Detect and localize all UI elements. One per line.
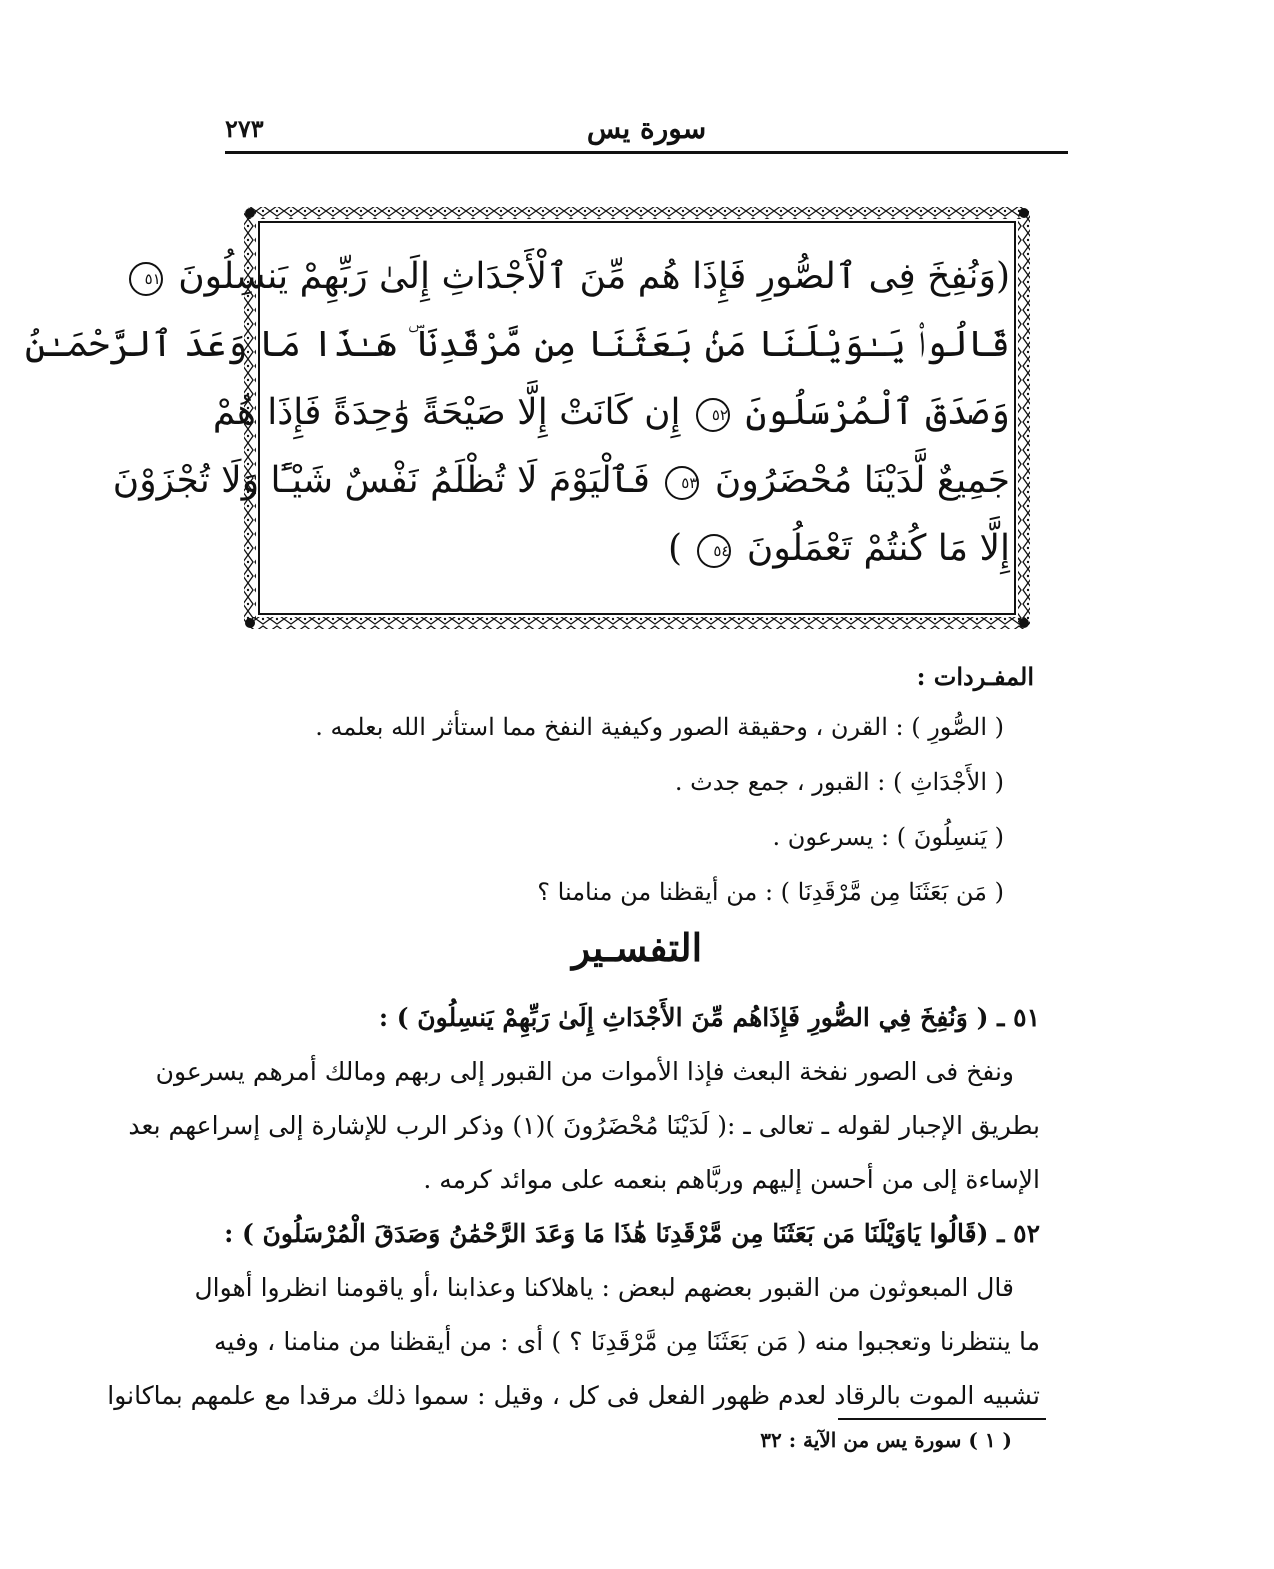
vocabulary-item: ( مَن بَعَثَنَا مِن مَّرْقَدِنَا ) : من أيقظنا من منامنا ؟ [537,878,1004,906]
vocabulary-heading: المفـردات : [916,662,1034,691]
verse-segment: إِن كَانَتْ إِلَّا صَيْحَةً وَٰحِدَةً فَإِذَا هُمْ [212,392,681,433]
tafsir-title: التفسـير [571,925,703,970]
page-number: ٢٧٣ [225,114,264,143]
verse-segment: إِلَّا مَا كُنتُمْ تَعْمَلُونَ [746,528,1010,569]
ayah-number-marker: ٥٤ [697,534,731,568]
ayah-number-marker: ٥١ [129,262,163,296]
verse-line [212,379,1010,447]
footnote-rule [838,1418,1046,1420]
vocabulary-item: ( الأَجْدَاثِ ) : القبور ، جمع جدث . [674,768,1004,796]
ayah-number-marker: ٥٣ [665,466,699,500]
verse-segment: (وَنُفِخَ فِى ٱلصُّورِ فَإِذَا هُم مِّنَ ٱلْأَجْدَاثِ إِلَىٰ رَبِّهِمْ يَنسِلُونَ [178,256,1010,297]
vocabulary-item: ( الصُّورِ ) : القرن ، وحقيقة الصور وكيفية النفخ مما استأثر الله بعلمه . [315,713,1004,741]
paragraph-line: ما ينتظرنا وتعجبوا منه ( مَن بَعَثَنَا مِن مَّرْقَدِنَا ؟ ) أى : من أيقظنا من منامنا ، وفيه [214,1327,1040,1356]
verse-line [112,447,1010,515]
paragraph-line: تشبيه الموت بالرقاد لعدم ظهور الفعل فى كل ، وقيل : سموا ذلك مرقدا مع علمهم بماكانوا [107,1381,1040,1410]
surah-name: سورة يس [586,112,707,145]
paragraph-line: قال المبعوثون من القبور بعضهم لبعض : ياهلاكنا وعذابنا ،أو ياقومنا انظروا أهوال [194,1273,1014,1302]
vocabulary-item: ( يَنسِلُونَ ) : يسرعون . [772,823,1004,851]
paragraph-line: بطريق الإجبار لقوله ـ تعالى ـ :( لَدَيْنَا مُحْضَرُونَ )(١) وذكر الرب للإشارة إلى إسراعهم بعد [128,1111,1040,1140]
verse-segment: ) [667,528,682,569]
ayah-number-marker: ٥٢ [696,398,730,432]
paragraph-line: الإساءة إلى من أحسن إليهم وربَّاهم بنعمه على موائد كرمه . [423,1165,1040,1194]
verse-line [24,311,1010,379]
vocabulary-list [234,705,1004,925]
verse-segment: قَالُوا۟ يَـٰوَيْلَنَا مَنۢ بَعَثَنَا مِن مَّرْقَدِنَا ۜ هَـٰذَا مَا وَعَدَ ٱلرَّحْمَـٰنُ [24,324,1010,365]
running-header [225,112,1068,152]
paragraph-line: ونفخ فى الصور نفخة البعث فإذا الأموات من القبور إلى ربهم ومالك أمرهم يسرعون [155,1057,1014,1086]
header-rule [225,151,1068,154]
verse-frame [24,205,1032,631]
verse-text [24,243,1010,583]
verse-commentary-heading: ٥٢ ـ (قَالُوا يَاوَيْلَنَا مَن بَعَثَنَا مِن مَّرْقَدِنَا هَٰذَا مَا وَعَدَ الرَّحْمَٰنُ وَصَدَقَ الْمُرْسَلُونَ ) : [224,1219,1040,1248]
verse-line [264,515,1010,583]
verse-line [144,243,1010,311]
tafsir-body [107,992,1040,1424]
verse-segment: جَمِيعٌ لَّدَيْنَا مُحْضَرُونَ [714,460,1010,501]
footnote: ( ١ ) سورة يس من الآية : ٣٢ [760,1428,1012,1452]
verse-segment: وَصَدَقَ ٱلْمُرْسَلُونَ [745,392,1010,433]
verse-commentary-heading: ٥١ ـ ( وَنُفِخَ فِي الصُّورِ فَإِذَاهُم مِّنَ الأَجْدَاثِ إِلَىٰ رَبِّهِمْ يَنسِلُونَ ) : [378,1003,1040,1032]
verse-segment: فَٱلْيَوْمَ لَا تُظْلَمُ نَفْسٌ شَيْـًٔا وَلَا تُجْزَوْنَ [112,460,650,501]
